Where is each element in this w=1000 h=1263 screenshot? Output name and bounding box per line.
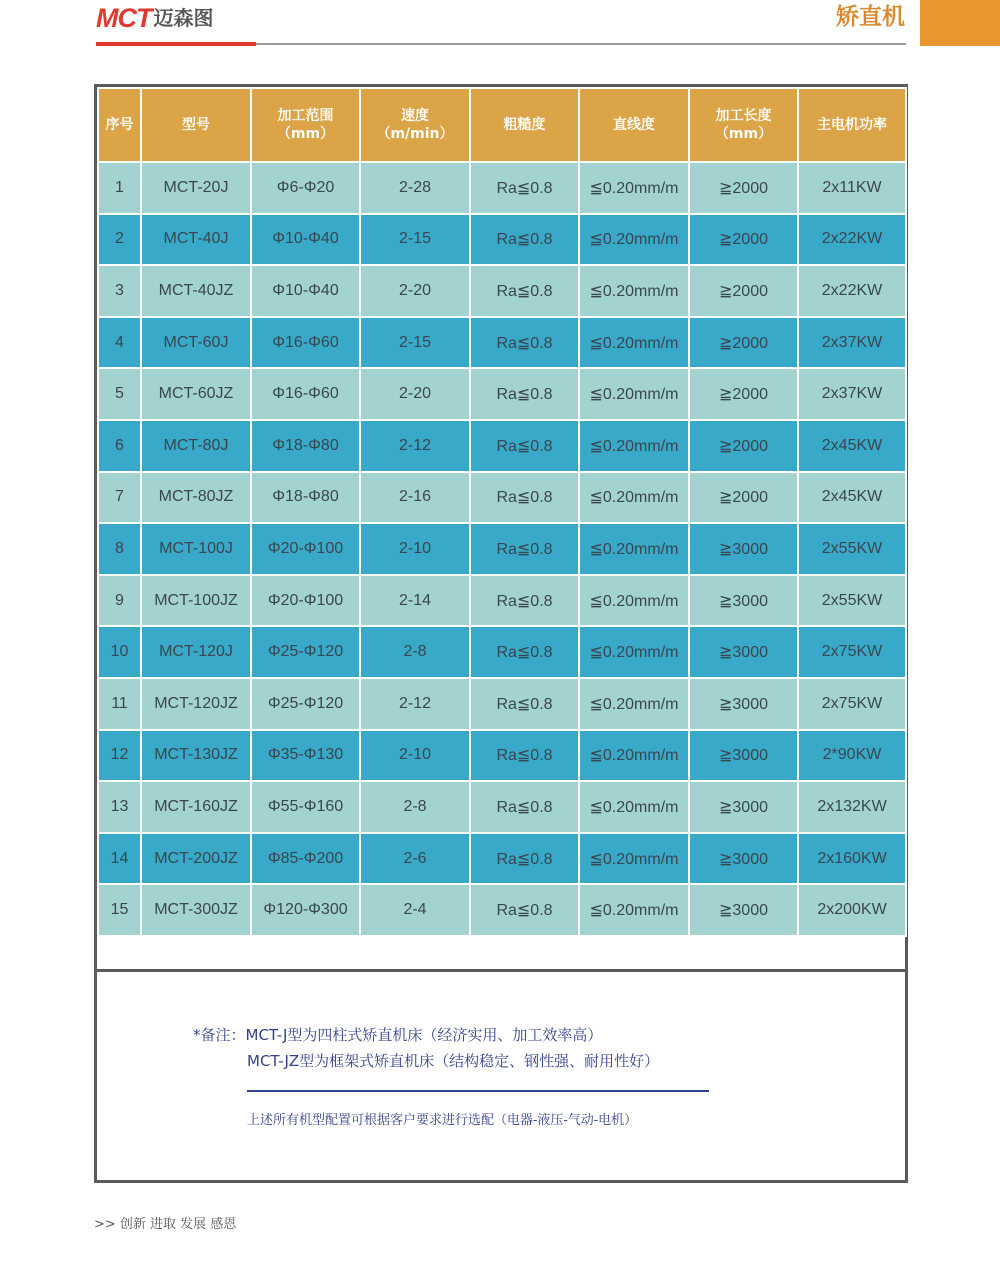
roughness-cell: Ra≦0.8 — [470, 317, 579, 369]
motor-power-cell: 2x55KW — [798, 575, 906, 627]
straightness-cell: ≦0.20mm/m — [579, 678, 689, 730]
straightness-cell: ≦0.20mm/m — [579, 730, 689, 782]
motor-power-cell: 2x45KW — [798, 472, 906, 524]
speed-cell: 2-15 — [360, 214, 470, 266]
roughness-cell: Ra≦0.8 — [470, 265, 579, 317]
range-cell: Φ25-Φ120 — [251, 626, 360, 678]
speed-cell: 2-15 — [360, 317, 470, 369]
table-row — [98, 730, 906, 782]
model-cell: MCT-100JZ — [141, 575, 251, 627]
range-cell: Φ16-Φ60 — [251, 317, 360, 369]
column-header-unit: （m/min） — [376, 126, 454, 142]
row-number-cell: 11 — [98, 678, 141, 730]
speed-cell: 2-4 — [360, 884, 470, 936]
motor-power-cell: 2x55KW — [798, 523, 906, 575]
length-cell: ≧3000 — [689, 833, 798, 885]
table-row — [98, 368, 906, 420]
length-cell: ≧3000 — [689, 678, 798, 730]
row-number-cell: 2 — [98, 214, 141, 266]
row-number-cell: 13 — [98, 781, 141, 833]
straightness-cell: ≦0.20mm/m — [579, 833, 689, 885]
speed-cell: 2-20 — [360, 368, 470, 420]
speed-cell: 2-12 — [360, 420, 470, 472]
roughness-cell: Ra≦0.8 — [470, 884, 579, 936]
column-header-label: 序号 — [105, 117, 134, 133]
straightness-cell: ≦0.20mm/m — [579, 162, 689, 214]
note-line-2: MCT-JZ型为框架式矫直机床（结构稳定、钢性强、耐用性好） — [247, 1052, 660, 1070]
roughness-cell: Ra≦0.8 — [470, 626, 579, 678]
column-header-label: 型号 — [182, 117, 210, 133]
straightness-cell: ≦0.20mm/m — [579, 884, 689, 936]
motor-power-cell: 2*90KW — [798, 730, 906, 782]
column-header — [141, 88, 251, 162]
column-header-unit: （mm） — [276, 126, 335, 142]
spec-frame — [94, 84, 908, 1183]
note-line-3: 上述所有机型配置可根据客户要求进行选配（电器-液压-气动-电机） — [247, 1113, 638, 1128]
row-number-cell: 3 — [98, 265, 141, 317]
row-number-cell: 6 — [98, 420, 141, 472]
roughness-cell: Ra≦0.8 — [470, 781, 579, 833]
roughness-cell: Ra≦0.8 — [470, 523, 579, 575]
model-cell: MCT-120JZ — [141, 678, 251, 730]
model-cell: MCT-20J — [141, 162, 251, 214]
motor-power-cell: 2x200KW — [798, 884, 906, 936]
table-body — [98, 162, 906, 936]
model-cell: MCT-160JZ — [141, 781, 251, 833]
range-cell: Φ35-Φ130 — [251, 730, 360, 782]
range-cell: Φ18-Φ80 — [251, 420, 360, 472]
table-row — [98, 162, 906, 214]
length-cell: ≧3000 — [689, 730, 798, 782]
model-cell: MCT-300JZ — [141, 884, 251, 936]
straightness-cell: ≦0.20mm/m — [579, 472, 689, 524]
table-row — [98, 781, 906, 833]
header-rule — [256, 43, 906, 45]
length-cell: ≧2000 — [689, 265, 798, 317]
table-row — [98, 317, 906, 369]
motor-power-cell: 2x37KW — [798, 368, 906, 420]
motor-power-cell: 2x160KW — [798, 833, 906, 885]
column-header — [798, 88, 906, 162]
range-cell: Φ10-Φ40 — [251, 265, 360, 317]
model-cell: MCT-100J — [141, 523, 251, 575]
motor-power-cell: 2x37KW — [798, 317, 906, 369]
range-cell: Φ6-Φ20 — [251, 162, 360, 214]
corner-accent-block — [920, 0, 1000, 46]
column-header — [579, 88, 689, 162]
length-cell: ≧2000 — [689, 368, 798, 420]
straightness-cell: ≦0.20mm/m — [579, 317, 689, 369]
roughness-cell: Ra≦0.8 — [470, 575, 579, 627]
length-cell: ≧2000 — [689, 162, 798, 214]
roughness-cell: Ra≦0.8 — [470, 214, 579, 266]
model-cell: MCT-40J — [141, 214, 251, 266]
table-row — [98, 833, 906, 885]
table-row — [98, 523, 906, 575]
table-row — [98, 884, 906, 936]
motor-power-cell: 2x75KW — [798, 626, 906, 678]
page-title: 矫直机 — [836, 4, 905, 30]
model-cell: MCT-60JZ — [141, 368, 251, 420]
spec-table — [97, 87, 907, 937]
column-header-label: 加工范围 — [277, 108, 334, 124]
straightness-cell: ≦0.20mm/m — [579, 523, 689, 575]
row-number-cell: 8 — [98, 523, 141, 575]
logo-mct-text: MCT — [96, 3, 152, 33]
column-header — [689, 88, 798, 162]
speed-cell: 2-8 — [360, 626, 470, 678]
motor-power-cell: 2x22KW — [798, 214, 906, 266]
row-number-cell: 12 — [98, 730, 141, 782]
row-number-cell: 5 — [98, 368, 141, 420]
column-header-label: 速度 — [401, 108, 429, 124]
length-cell: ≧3000 — [689, 626, 798, 678]
speed-cell: 2-28 — [360, 162, 470, 214]
row-number-cell: 10 — [98, 626, 141, 678]
roughness-cell: Ra≦0.8 — [470, 833, 579, 885]
length-cell: ≧2000 — [689, 214, 798, 266]
model-cell: MCT-200JZ — [141, 833, 251, 885]
speed-cell: 2-16 — [360, 472, 470, 524]
length-cell: ≧2000 — [689, 420, 798, 472]
motor-power-cell: 2x75KW — [798, 678, 906, 730]
range-cell: Φ85-Φ200 — [251, 833, 360, 885]
row-number-cell: 9 — [98, 575, 141, 627]
column-header — [360, 88, 470, 162]
model-cell: MCT-130JZ — [141, 730, 251, 782]
column-header-label: 加工长度 — [715, 108, 772, 124]
straightness-cell: ≦0.20mm/m — [579, 420, 689, 472]
roughness-cell: Ra≦0.8 — [470, 162, 579, 214]
straightness-cell: ≦0.20mm/m — [579, 575, 689, 627]
speed-cell: 2-10 — [360, 730, 470, 782]
range-cell: Φ20-Φ100 — [251, 523, 360, 575]
roughness-cell: Ra≦0.8 — [470, 678, 579, 730]
header-rule-accent — [96, 42, 256, 46]
table-row — [98, 265, 906, 317]
note-line-1: *备注：MCT-J型为四柱式矫直机床（经济实用、加工效率高） — [193, 1026, 603, 1044]
model-cell: MCT-80J — [141, 420, 251, 472]
row-number-cell: 14 — [98, 833, 141, 885]
column-header-label: 直线度 — [613, 117, 655, 133]
roughness-cell: Ra≦0.8 — [470, 730, 579, 782]
range-cell: Φ10-Φ40 — [251, 214, 360, 266]
straightness-cell: ≦0.20mm/m — [579, 214, 689, 266]
column-header-unit: （mm） — [714, 126, 773, 142]
range-cell: Φ20-Φ100 — [251, 575, 360, 627]
length-cell: ≧3000 — [689, 523, 798, 575]
motor-power-cell: 2x22KW — [798, 265, 906, 317]
column-header-label: 主电机功率 — [817, 117, 887, 133]
note-divider — [247, 1090, 709, 1092]
length-cell: ≧2000 — [689, 472, 798, 524]
speed-cell: 2-12 — [360, 678, 470, 730]
table-row — [98, 472, 906, 524]
range-cell: Φ18-Φ80 — [251, 472, 360, 524]
brand-logo — [96, 4, 213, 32]
range-cell: Φ55-Φ160 — [251, 781, 360, 833]
range-cell: Φ120-Φ300 — [251, 884, 360, 936]
model-cell: MCT-60J — [141, 317, 251, 369]
speed-cell: 2-14 — [360, 575, 470, 627]
table-header-row — [98, 88, 906, 162]
motor-power-cell: 2x132KW — [798, 781, 906, 833]
table-row — [98, 420, 906, 472]
column-header-label: 粗糙度 — [503, 117, 546, 133]
range-cell: Φ16-Φ60 — [251, 368, 360, 420]
speed-cell: 2-6 — [360, 833, 470, 885]
model-cell: MCT-80JZ — [141, 472, 251, 524]
notes-section — [97, 969, 905, 1183]
model-cell: MCT-40JZ — [141, 265, 251, 317]
table-row — [98, 575, 906, 627]
length-cell: ≧2000 — [689, 317, 798, 369]
straightness-cell: ≦0.20mm/m — [579, 781, 689, 833]
range-cell: Φ25-Φ120 — [251, 678, 360, 730]
logo-cn-text: 迈森图 — [153, 6, 214, 30]
row-number-cell: 15 — [98, 884, 141, 936]
row-number-cell: 4 — [98, 317, 141, 369]
straightness-cell: ≦0.20mm/m — [579, 626, 689, 678]
column-header — [470, 88, 579, 162]
length-cell: ≧3000 — [689, 575, 798, 627]
footer-slogan: >> 创新 进取 发展 感恩 — [94, 1217, 237, 1232]
column-header — [251, 88, 360, 162]
straightness-cell: ≦0.20mm/m — [579, 265, 689, 317]
roughness-cell: Ra≦0.8 — [470, 368, 579, 420]
row-number-cell: 1 — [98, 162, 141, 214]
row-number-cell: 7 — [98, 472, 141, 524]
straightness-cell: ≦0.20mm/m — [579, 368, 689, 420]
roughness-cell: Ra≦0.8 — [470, 472, 579, 524]
model-cell: MCT-120J — [141, 626, 251, 678]
motor-power-cell: 2x45KW — [798, 420, 906, 472]
column-header — [98, 88, 141, 162]
speed-cell: 2-8 — [360, 781, 470, 833]
length-cell: ≧3000 — [689, 781, 798, 833]
speed-cell: 2-10 — [360, 523, 470, 575]
table-row — [98, 214, 906, 266]
length-cell: ≧3000 — [689, 884, 798, 936]
table-row — [98, 678, 906, 730]
speed-cell: 2-20 — [360, 265, 470, 317]
motor-power-cell: 2x11KW — [798, 162, 906, 214]
table-row — [98, 626, 906, 678]
roughness-cell: Ra≦0.8 — [470, 420, 579, 472]
